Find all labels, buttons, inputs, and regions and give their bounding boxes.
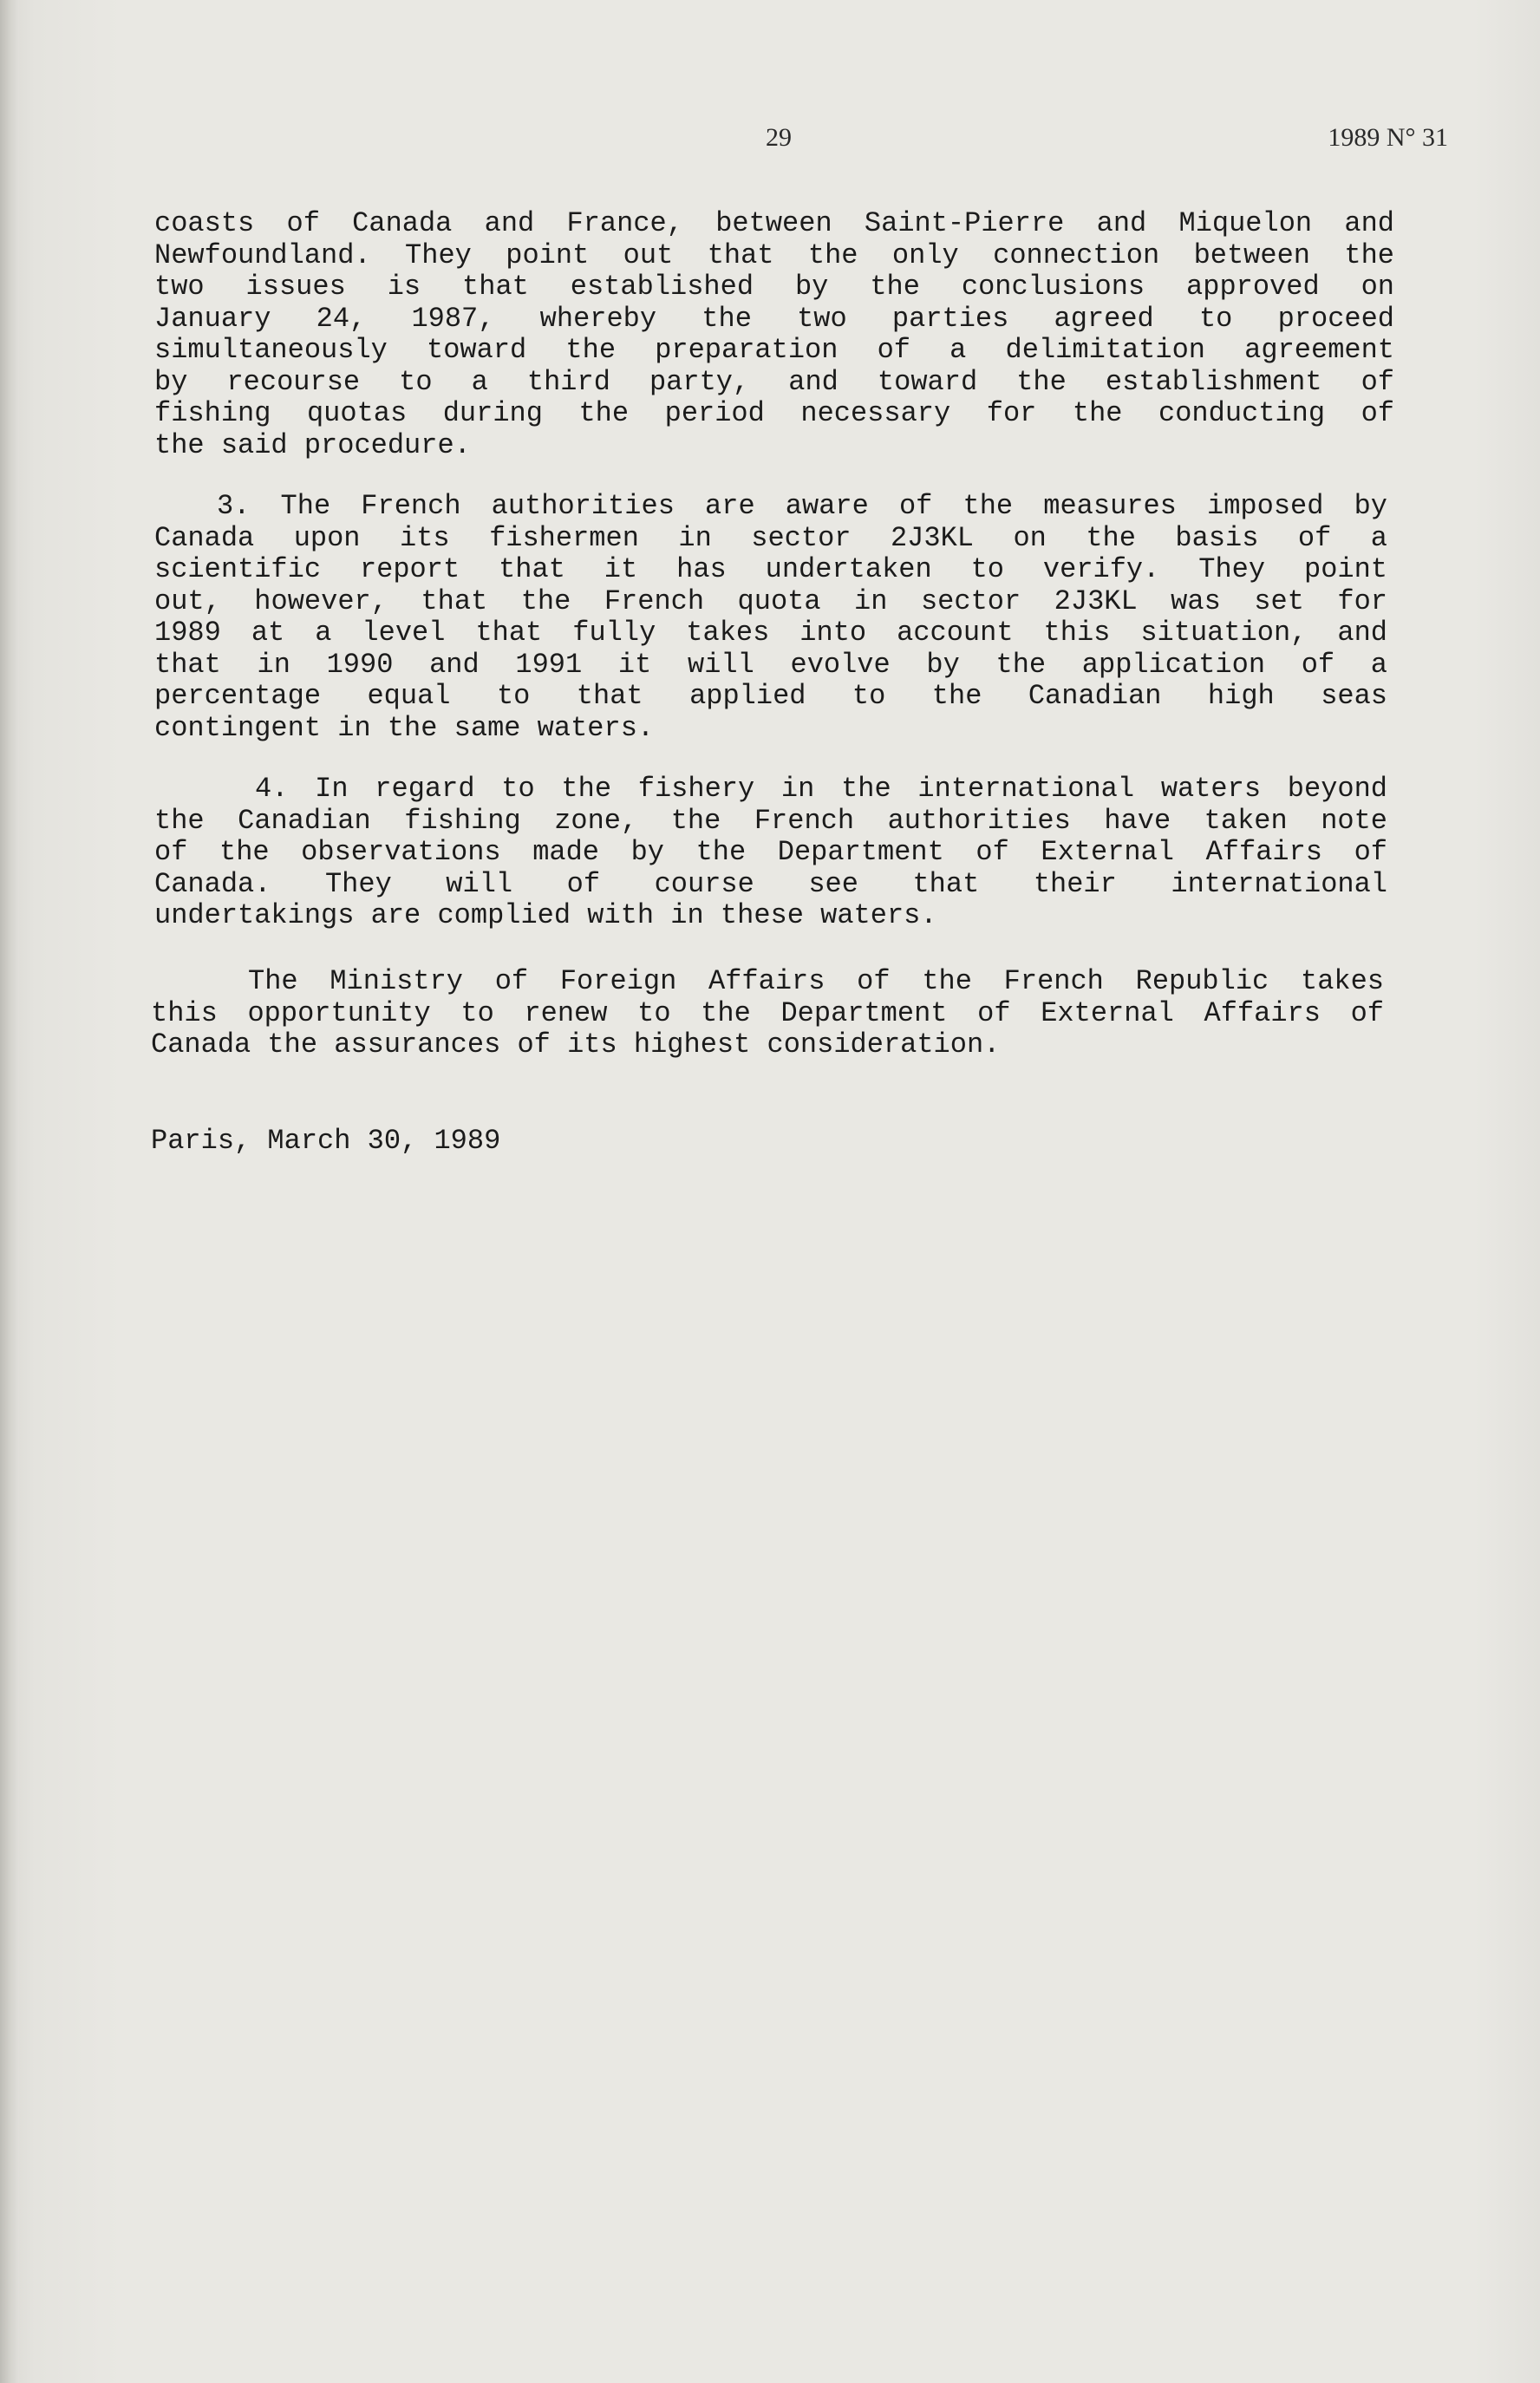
text-line: 4. In regard to the fishery in the international waters beyond [255,774,1387,805]
text-line: two issues is that established by the conclusions approved on [154,271,1394,303]
text-line: January 24, 1987, whereby the two parties agreed to proceed [154,303,1394,335]
closing-place-date [151,1126,1018,1158]
text-line: Paris, March 30, 1989 [151,1126,501,1157]
text-line: simultaneously toward the preparation of a delimitation agreement [154,335,1394,366]
page-binding-edge [0,0,19,2383]
text-line: The Ministry of Foreign Affairs of the French Republic takes [248,966,1384,997]
text-line: Canada. They will of course see that their international [154,868,1387,900]
text-line: 1989 at a level that fully takes into account this situation, and [154,617,1387,649]
text-line: undertakings are complied with in these waters. [154,900,937,931]
text-line: scientific report that it has undertaken to verify. They point [154,554,1387,585]
text-line: the Canadian fishing zone, the French authorities have taken note [154,805,1387,837]
document-reference: 1989 N° 31 [1328,123,1448,152]
paragraph-4 [151,966,1384,1061]
text-line: 3. The French authorities are aware of the measures imposed by [217,491,1387,522]
text-line: by recourse to a third party, and toward the establishment of [154,366,1394,398]
paragraph-1 [154,208,1394,461]
text-line: contingent in the same waters. [154,712,655,744]
text-line: coasts of Canada and France, between Saint-Pierre and Miquelon and [154,208,1394,239]
text-line: that in 1990 and 1991 it will evolve by the application of a [154,649,1387,681]
text-line: Newfoundland. They point out that the only connection between the [154,239,1394,271]
text-line: of the observations made by the Department of External Affairs of [154,837,1387,868]
text-line: fishing quotas during the period necessary for the conducting of [154,398,1394,429]
text-line: Canada upon its fishermen in sector 2J3KL on the basis of a [154,522,1387,554]
text-line: percentage equal to that applied to the Canadian high seas [154,681,1387,712]
text-line: the said procedure. [154,429,471,461]
paragraph-2 [154,491,1387,744]
paragraph-3 [154,774,1387,932]
text-line: out, however, that the French quota in sector 2J3KL was set for [154,585,1387,617]
text-line: this opportunity to renew to the Department of External Affairs of [151,997,1384,1029]
page-number: 29 [766,123,792,152]
text-line: Canada the assurances of its highest consideration. [151,1029,1001,1061]
